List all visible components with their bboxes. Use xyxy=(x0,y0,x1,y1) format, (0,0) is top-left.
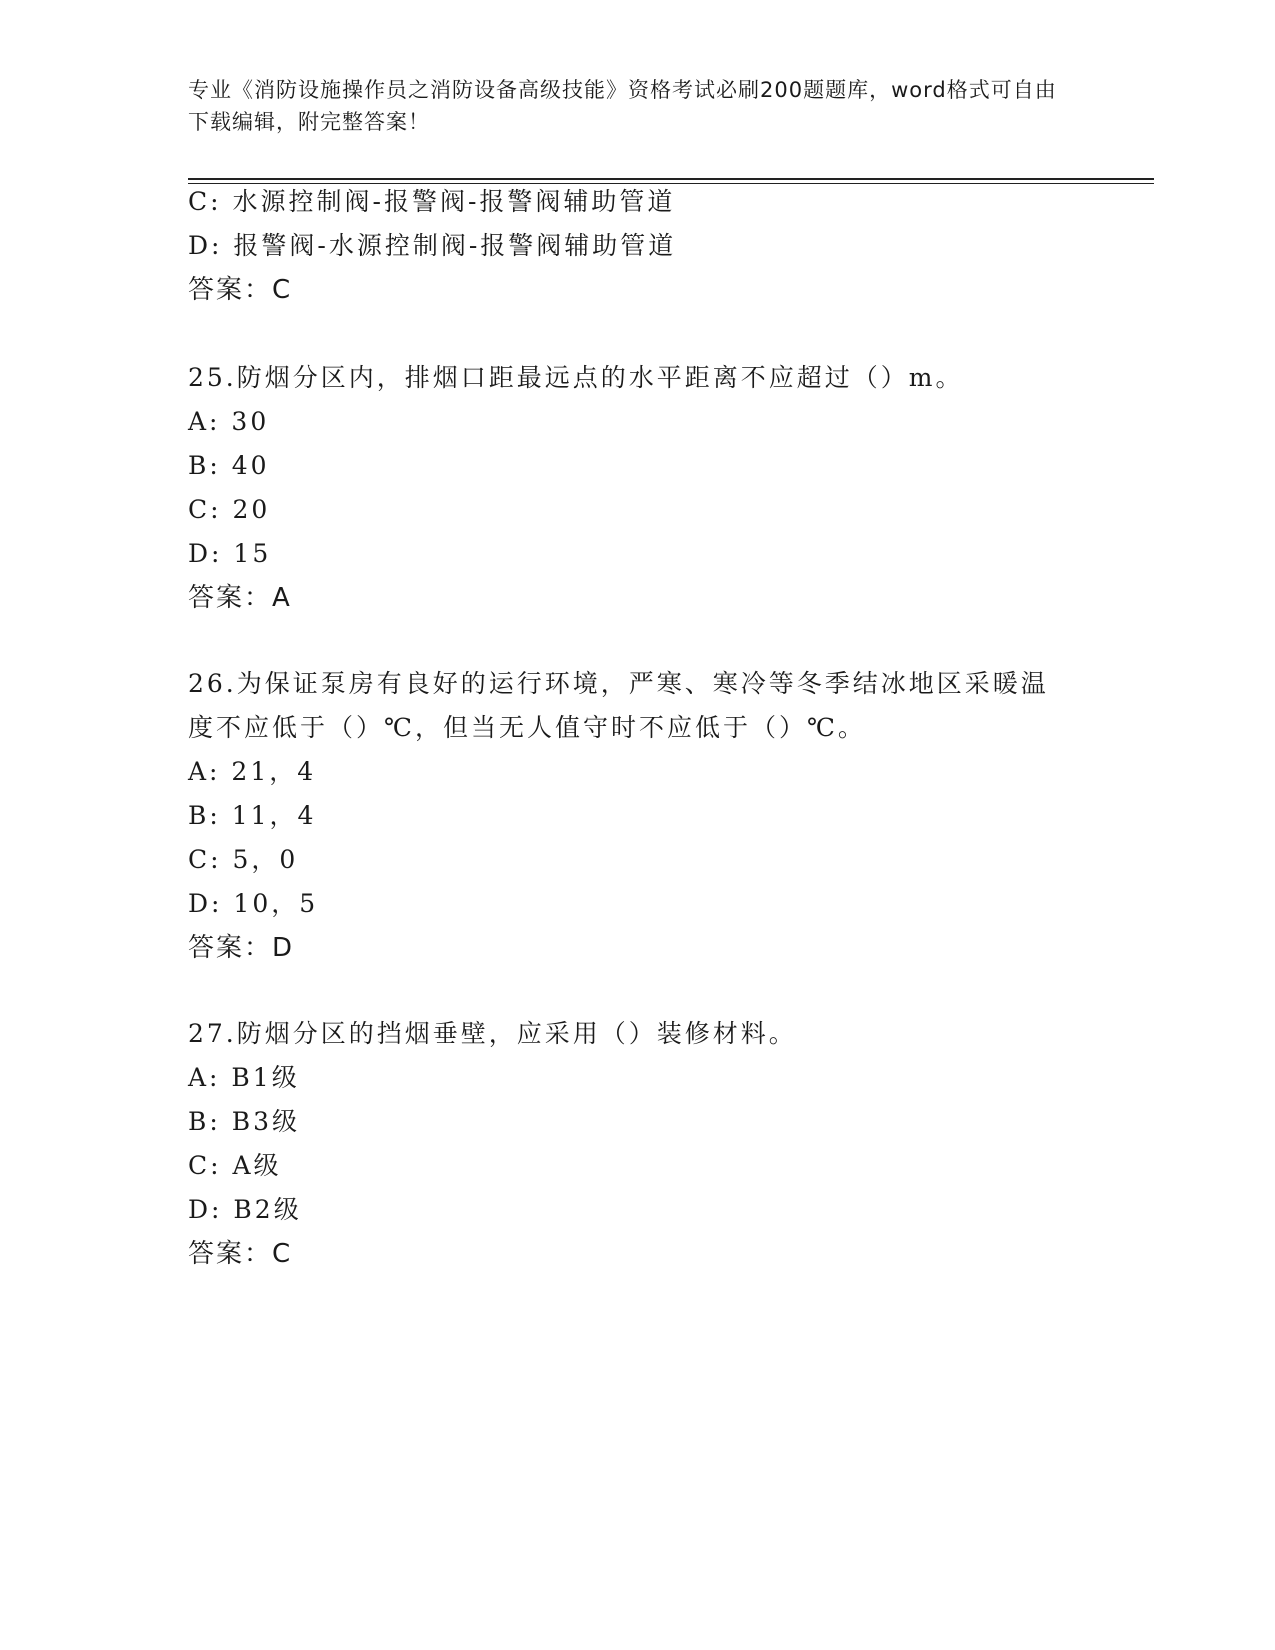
q25-option-a: A: 30 xyxy=(188,407,270,436)
q25-answer: 答案：A xyxy=(188,583,292,613)
q26-question-line1: 26.为保证泵房有良好的运行环境，严寒、寒冷等冬季结冰地区采暖温 xyxy=(188,669,1049,698)
q27-option-c: C: A级 xyxy=(188,1151,282,1180)
header-divider-thick xyxy=(188,178,1154,180)
q25-option-d: D: 15 xyxy=(188,539,272,568)
q25-option-b: B: 40 xyxy=(188,451,270,480)
q26-answer: 答案：D xyxy=(188,933,295,963)
q26-question-line2: 度不应低于（）℃，但当无人值守时不应低于（）℃。 xyxy=(188,713,866,742)
q27-option-d: D: B2级 xyxy=(188,1195,302,1224)
prev-answer: 答案：C xyxy=(188,275,293,305)
header-divider-thin xyxy=(188,183,1154,184)
q26-option-c: C: 5，0 xyxy=(188,845,299,874)
q25-question: 25.防烟分区内，排烟口距最远点的水平距离不应超过（）m。 xyxy=(188,363,964,392)
q26-option-a: A: 21，4 xyxy=(188,757,317,786)
q27-answer: 答案：C xyxy=(188,1239,293,1269)
q27-option-b: B: B3级 xyxy=(188,1107,301,1136)
prev-option-c: C: 水源控制阀-报警阀-报警阀辅助管道 xyxy=(188,187,676,216)
q26-option-b: B: 11，4 xyxy=(188,801,317,830)
q26-option-d: D: 10，5 xyxy=(188,889,319,918)
q27-question: 27.防烟分区的挡烟垂壁，应采用（）装修材料。 xyxy=(188,1019,797,1048)
q25-option-c: C: 20 xyxy=(188,495,271,524)
document-header: 专业《消防设施操作员之消防设备高级技能》资格考试必刷200题题库，word格式可自由下载编辑，附完整答案！ xyxy=(188,78,1057,134)
prev-option-d: D: 报警阀-水源控制阀-报警阀辅助管道 xyxy=(188,231,677,260)
q27-option-a: A: B1级 xyxy=(188,1063,300,1092)
